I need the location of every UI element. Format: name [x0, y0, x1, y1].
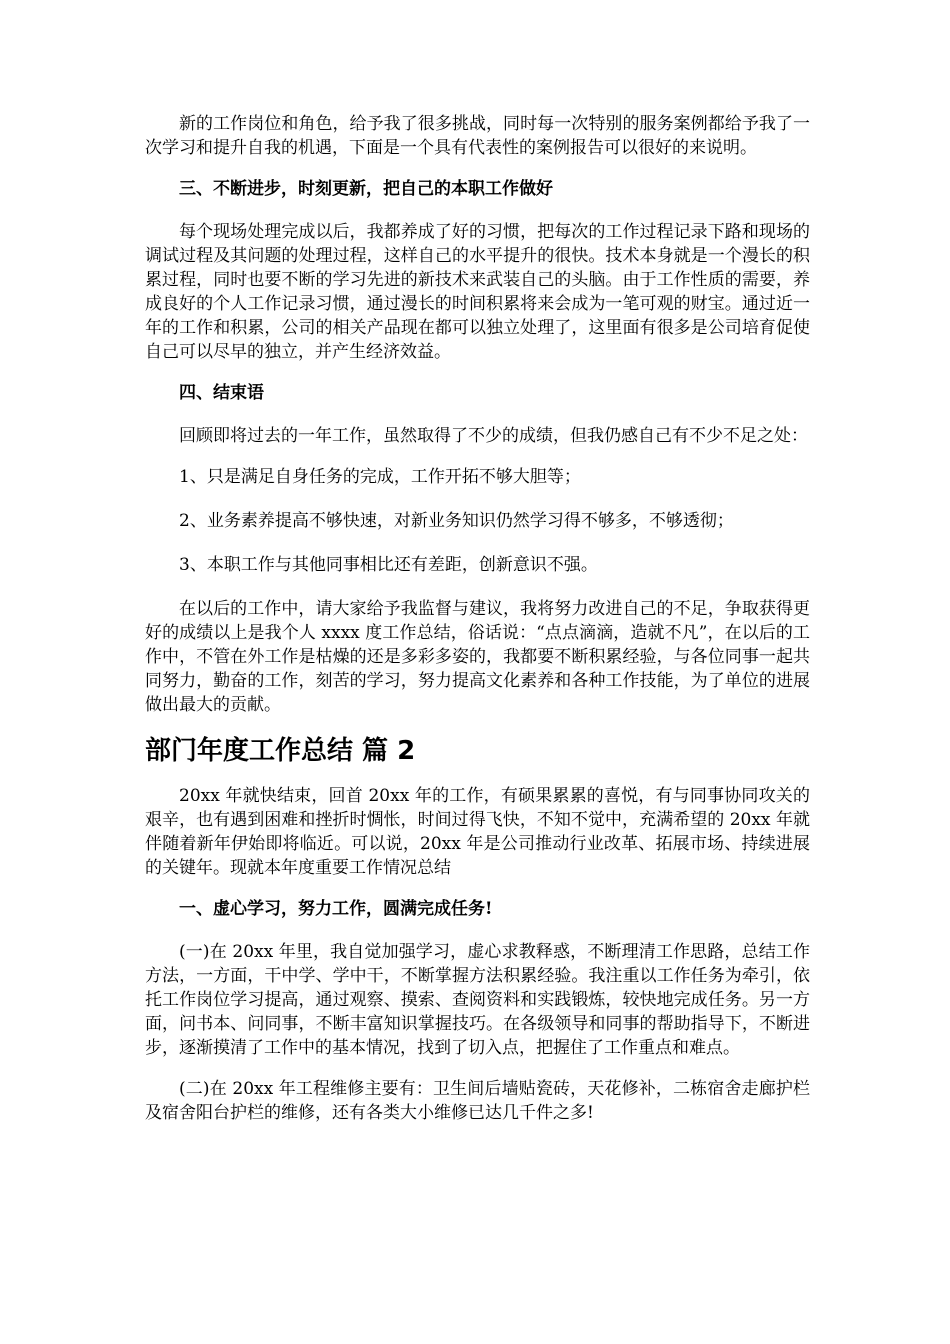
paragraph-section-3: 每个现场处理完成以后，我都养成了好的习惯，把每次的工作过程记录下路和现场的调试过程及其问题的处理过程，这样自己的水平提升的很快。技术本身就是一个漫长的积累过程，同时也要不断的学习先进的新技术来武装自己的头脑。由于工作性质的需要，养成良好的个人工作记录习惯，通过漫长的时间积累将来会成为一笔可观的财宝。通过近一年的工作和积累，公司的相关产品现在都可以独立处理了，这里面有很多是公司培育促使自己可以尽早的独立，并产生经济效益。	[145, 222, 810, 362]
paragraph-review: 回顾即将过去的一年工作，虽然取得了不少的成绩，但我仍感自己有不少不足之处：	[179, 426, 808, 446]
section-heading-1: 一、虚心学习，努力工作，圆满完成任务!	[179, 899, 493, 919]
document-title: 部门年度工作总结 篇 2	[145, 736, 416, 766]
paragraph-part2-1: (一)在 20xx 年里，我自觉加强学习，虚心求教释惑，不断理清工作思路，总结工作方法，一方面，干中学、学中干，不断掌握方法积累经验。我注重以工作任务为牵引，依托工作岗位学习提高，通过观察、摸索、查阅资料和实践锻炼，较快地完成任务。另一方面，问书本、问同事，不断丰富知识掌握技巧。在各级领导和同事的帮助指导下，不断进步，逐渐摸清了工作中的基本情况，找到了切入点，把握住了工作重点和难点。	[145, 942, 810, 1058]
list-item-2: 2、业务素养提高不够快速，对新业务知识仍然学习得不够多，不够透彻；	[179, 511, 734, 531]
list-item-1: 1、只是满足自身任务的完成，工作开拓不够大胆等；	[179, 467, 581, 487]
document-body	[145, 112, 810, 1142]
section-heading-4: 四、结束语	[179, 383, 264, 403]
section-heading-3: 三、不断进步，时刻更新，把自己的本职工作做好	[179, 179, 553, 199]
list-item-3: 3、本职工作与其他同事相比还有差距，创新意识不强。	[179, 555, 598, 575]
paragraph-intro: 新的工作岗位和角色，给予我了很多挑战，同时每一次特别的服务案例都给予我了一次学习和提升自我的机遇，下面是一个具有代表性的案例报告可以很好的来说明。	[145, 114, 810, 158]
paragraph-closing: 在以后的工作中，请大家给予我监督与建议，我将努力改进自己的不足，争取获得更好的成绩以上是我个人 xxxx 度工作总结，俗话说：“点点滴滴，造就不凡”，在以后的工作中，不管在外工作是枯燥的还是多彩多姿的，我都要不断积累经验，与各位同事一起共同努力，勤奋的工作，刻苦的学习，努力提高文化素养和各种工作技能，为了单位的进展做出最大的贡献。	[145, 599, 810, 715]
paragraph-part2-2: (二)在 20xx 年工程维修主要有：卫生间后墙贴瓷砖，天花修补，二栋宿舍走廊护栏及宿舍阳台护栏的维修，还有各类大小维修已达几千件之多!	[145, 1079, 810, 1123]
paragraph-part2-intro: 20xx 年就快结束，回首 20xx 年的工作，有硕果累累的喜悦，有与同事协同攻关的艰辛，也有遇到困难和挫折时惆怅，时间过得飞快，不知不觉中，充满希望的 20xx 年就伴随着新年伊始即将临近。可以说，20xx 年是公司推动行业改革、拓展市场、持续进展的关键年。现就本年度重要工作情况总结	[145, 786, 810, 878]
